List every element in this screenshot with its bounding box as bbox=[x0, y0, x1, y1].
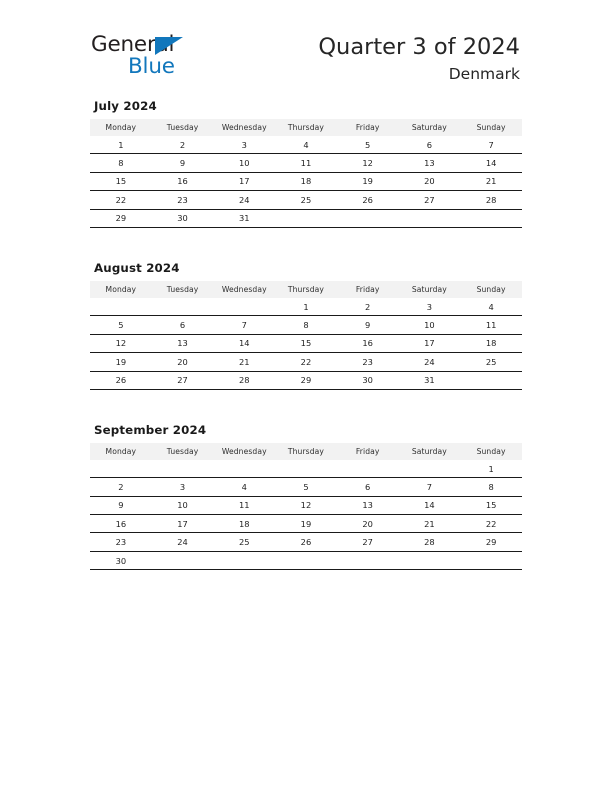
day-cell-empty bbox=[90, 298, 152, 316]
day-cell[interactable]: 11 bbox=[213, 496, 275, 514]
day-cell[interactable]: 15 bbox=[90, 172, 152, 190]
week-row bbox=[90, 136, 522, 154]
day-cell[interactable]: 27 bbox=[152, 371, 214, 389]
day-cell[interactable]: 27 bbox=[337, 533, 399, 551]
day-cell[interactable]: 1 bbox=[460, 460, 522, 478]
day-cell[interactable]: 25 bbox=[213, 533, 275, 551]
page-subtitle-country: Denmark bbox=[448, 65, 520, 83]
day-cell-empty bbox=[399, 209, 461, 227]
weekday-header-saturday: Saturday bbox=[399, 281, 461, 298]
month-block bbox=[90, 423, 522, 570]
weekday-header-sunday: Sunday bbox=[460, 443, 522, 460]
day-cell[interactable]: 7 bbox=[399, 478, 461, 496]
day-cell[interactable]: 25 bbox=[275, 191, 337, 209]
weekday-header-monday: Monday bbox=[90, 281, 152, 298]
day-cell[interactable]: 24 bbox=[213, 191, 275, 209]
day-cell-empty bbox=[399, 460, 461, 478]
day-cell-empty bbox=[275, 460, 337, 478]
logo-triangle-icon bbox=[155, 37, 183, 55]
month-title: September 2024 bbox=[94, 422, 207, 437]
day-cell[interactable]: 7 bbox=[213, 316, 275, 334]
day-cell[interactable]: 4 bbox=[460, 298, 522, 316]
day-cell[interactable]: 18 bbox=[460, 334, 522, 352]
weekday-header-tuesday: Tuesday bbox=[152, 281, 214, 298]
day-cell[interactable]: 14 bbox=[460, 154, 522, 172]
day-cell-empty bbox=[399, 551, 461, 569]
day-cell[interactable]: 2 bbox=[337, 298, 399, 316]
day-cell[interactable]: 25 bbox=[460, 353, 522, 371]
day-cell[interactable]: 22 bbox=[90, 191, 152, 209]
day-cell[interactable]: 5 bbox=[275, 478, 337, 496]
weekday-header-row bbox=[90, 281, 522, 298]
weekday-header-sunday: Sunday bbox=[460, 119, 522, 136]
day-cell-empty bbox=[213, 460, 275, 478]
week-row bbox=[90, 371, 522, 389]
day-cell[interactable]: 6 bbox=[337, 478, 399, 496]
week-row bbox=[90, 496, 522, 514]
day-cell[interactable]: 30 bbox=[337, 371, 399, 389]
day-cell[interactable]: 5 bbox=[337, 136, 399, 154]
day-cell[interactable]: 23 bbox=[152, 191, 214, 209]
week-row bbox=[90, 172, 522, 190]
weekday-header-wednesday: Wednesday bbox=[213, 119, 275, 136]
day-cell[interactable]: 6 bbox=[152, 316, 214, 334]
day-cell[interactable]: 27 bbox=[399, 191, 461, 209]
day-cell-empty bbox=[213, 298, 275, 316]
day-cell-empty bbox=[152, 298, 214, 316]
month-list bbox=[90, 99, 522, 603]
day-cell[interactable]: 21 bbox=[460, 172, 522, 190]
day-cell[interactable]: 19 bbox=[337, 172, 399, 190]
day-cell[interactable]: 11 bbox=[460, 316, 522, 334]
day-cell[interactable]: 28 bbox=[399, 533, 461, 551]
day-cell[interactable]: 16 bbox=[90, 515, 152, 533]
page-header bbox=[0, 0, 612, 92]
day-cell-empty bbox=[460, 551, 522, 569]
month-block bbox=[90, 261, 522, 390]
weekday-header-wednesday: Wednesday bbox=[213, 281, 275, 298]
week-row bbox=[90, 154, 522, 172]
day-cell[interactable]: 5 bbox=[90, 316, 152, 334]
day-cell[interactable]: 12 bbox=[90, 334, 152, 352]
day-cell[interactable]: 24 bbox=[152, 533, 214, 551]
day-cell[interactable]: 13 bbox=[152, 334, 214, 352]
day-cell[interactable]: 14 bbox=[213, 334, 275, 352]
day-cell[interactable]: 28 bbox=[460, 191, 522, 209]
day-cell[interactable]: 28 bbox=[213, 371, 275, 389]
day-cell[interactable]: 14 bbox=[399, 496, 461, 514]
day-cell[interactable]: 13 bbox=[399, 154, 461, 172]
month-title: July 2024 bbox=[94, 99, 157, 113]
day-cell[interactable]: 22 bbox=[275, 353, 337, 371]
weekday-header-monday: Monday bbox=[90, 119, 152, 136]
day-cell[interactable]: 2 bbox=[90, 478, 152, 496]
week-row bbox=[90, 515, 522, 533]
day-cell[interactable]: 31 bbox=[399, 371, 461, 389]
page-title: Quarter 3 of 2024 bbox=[318, 34, 520, 60]
day-cell[interactable]: 6 bbox=[399, 136, 461, 154]
day-cell[interactable]: 4 bbox=[213, 478, 275, 496]
day-cell[interactable]: 29 bbox=[275, 371, 337, 389]
day-cell-empty bbox=[90, 460, 152, 478]
day-cell-empty bbox=[152, 460, 214, 478]
day-cell[interactable]: 1 bbox=[275, 298, 337, 316]
day-cell-empty bbox=[213, 551, 275, 569]
week-row bbox=[90, 334, 522, 352]
day-cell[interactable]: 8 bbox=[275, 316, 337, 334]
day-cell[interactable]: 31 bbox=[213, 209, 275, 227]
day-cell[interactable]: 15 bbox=[460, 496, 522, 514]
logo-text-blue: Blue bbox=[128, 54, 175, 79]
weekday-header-tuesday: Tuesday bbox=[152, 119, 214, 136]
weekday-header-row bbox=[90, 443, 522, 460]
title-block bbox=[318, 34, 520, 85]
week-row bbox=[90, 191, 522, 209]
week-row bbox=[90, 478, 522, 496]
day-cell[interactable]: 9 bbox=[152, 154, 214, 172]
day-cell[interactable]: 20 bbox=[399, 172, 461, 190]
weekday-header-saturday: Saturday bbox=[399, 443, 461, 460]
week-row bbox=[90, 533, 522, 551]
day-cell[interactable]: 7 bbox=[460, 136, 522, 154]
weekday-header-thursday: Thursday bbox=[275, 443, 337, 460]
day-cell-empty bbox=[275, 209, 337, 227]
day-cell[interactable]: 17 bbox=[213, 172, 275, 190]
day-cell[interactable]: 12 bbox=[337, 154, 399, 172]
weekday-header-saturday: Saturday bbox=[399, 119, 461, 136]
day-cell[interactable]: 10 bbox=[399, 316, 461, 334]
weekday-header-row bbox=[90, 119, 522, 136]
day-cell[interactable]: 21 bbox=[399, 515, 461, 533]
logo-text-general: General bbox=[91, 32, 175, 57]
day-cell[interactable]: 23 bbox=[90, 533, 152, 551]
day-cell[interactable]: 2 bbox=[152, 136, 214, 154]
week-row bbox=[90, 316, 522, 334]
day-cell[interactable]: 29 bbox=[460, 533, 522, 551]
day-cell[interactable]: 10 bbox=[152, 496, 214, 514]
weekday-header-thursday: Thursday bbox=[275, 119, 337, 136]
month-block bbox=[90, 99, 522, 228]
day-cell[interactable]: 9 bbox=[90, 496, 152, 514]
weekday-header-friday: Friday bbox=[337, 443, 399, 460]
week-row bbox=[90, 353, 522, 371]
day-cell[interactable]: 3 bbox=[213, 136, 275, 154]
day-cell[interactable]: 24 bbox=[399, 353, 461, 371]
day-cell[interactable]: 11 bbox=[275, 154, 337, 172]
day-cell[interactable]: 26 bbox=[337, 191, 399, 209]
weekday-header-thursday: Thursday bbox=[275, 281, 337, 298]
day-cell[interactable]: 13 bbox=[337, 496, 399, 514]
day-cell[interactable]: 19 bbox=[275, 515, 337, 533]
day-cell-empty bbox=[337, 460, 399, 478]
day-cell[interactable]: 18 bbox=[213, 515, 275, 533]
month-title: August 2024 bbox=[94, 260, 180, 275]
weekday-header-tuesday: Tuesday bbox=[152, 443, 214, 460]
day-cell[interactable]: 1 bbox=[90, 136, 152, 154]
day-cell[interactable]: 30 bbox=[90, 551, 152, 569]
day-cell[interactable]: 3 bbox=[152, 478, 214, 496]
weekday-header-friday: Friday bbox=[337, 119, 399, 136]
day-cell[interactable]: 20 bbox=[152, 353, 214, 371]
week-row bbox=[90, 460, 522, 478]
day-cell[interactable]: 16 bbox=[152, 172, 214, 190]
day-cell[interactable]: 22 bbox=[460, 515, 522, 533]
weekday-header-friday: Friday bbox=[337, 281, 399, 298]
day-cell[interactable]: 12 bbox=[275, 496, 337, 514]
day-cell[interactable]: 18 bbox=[275, 172, 337, 190]
day-cell[interactable]: 3 bbox=[399, 298, 461, 316]
day-cell-empty bbox=[152, 551, 214, 569]
day-cell-empty bbox=[337, 209, 399, 227]
week-row bbox=[90, 298, 522, 316]
month-calendar-table bbox=[90, 443, 522, 570]
day-cell[interactable]: 19 bbox=[90, 353, 152, 371]
day-cell[interactable]: 17 bbox=[399, 334, 461, 352]
week-row bbox=[90, 209, 522, 227]
day-cell-empty bbox=[460, 209, 522, 227]
day-cell[interactable]: 17 bbox=[152, 515, 214, 533]
day-cell[interactable]: 30 bbox=[152, 209, 214, 227]
general-blue-logo bbox=[91, 33, 271, 85]
day-cell[interactable]: 26 bbox=[275, 533, 337, 551]
day-cell[interactable]: 9 bbox=[337, 316, 399, 334]
day-cell[interactable]: 4 bbox=[275, 136, 337, 154]
weekday-header-monday: Monday bbox=[90, 443, 152, 460]
month-calendar-table bbox=[90, 281, 522, 390]
day-cell[interactable]: 20 bbox=[337, 515, 399, 533]
day-cell[interactable]: 16 bbox=[337, 334, 399, 352]
day-cell[interactable]: 23 bbox=[337, 353, 399, 371]
day-cell[interactable]: 8 bbox=[460, 478, 522, 496]
day-cell[interactable]: 15 bbox=[275, 334, 337, 352]
day-cell-empty bbox=[460, 371, 522, 389]
day-cell-empty bbox=[337, 551, 399, 569]
day-cell-empty bbox=[275, 551, 337, 569]
day-cell[interactable]: 29 bbox=[90, 209, 152, 227]
week-row bbox=[90, 551, 522, 569]
weekday-header-wednesday: Wednesday bbox=[213, 443, 275, 460]
day-cell[interactable]: 8 bbox=[90, 154, 152, 172]
day-cell[interactable]: 10 bbox=[213, 154, 275, 172]
weekday-header-sunday: Sunday bbox=[460, 281, 522, 298]
month-calendar-table bbox=[90, 119, 522, 228]
day-cell[interactable]: 21 bbox=[213, 353, 275, 371]
day-cell[interactable]: 26 bbox=[90, 371, 152, 389]
